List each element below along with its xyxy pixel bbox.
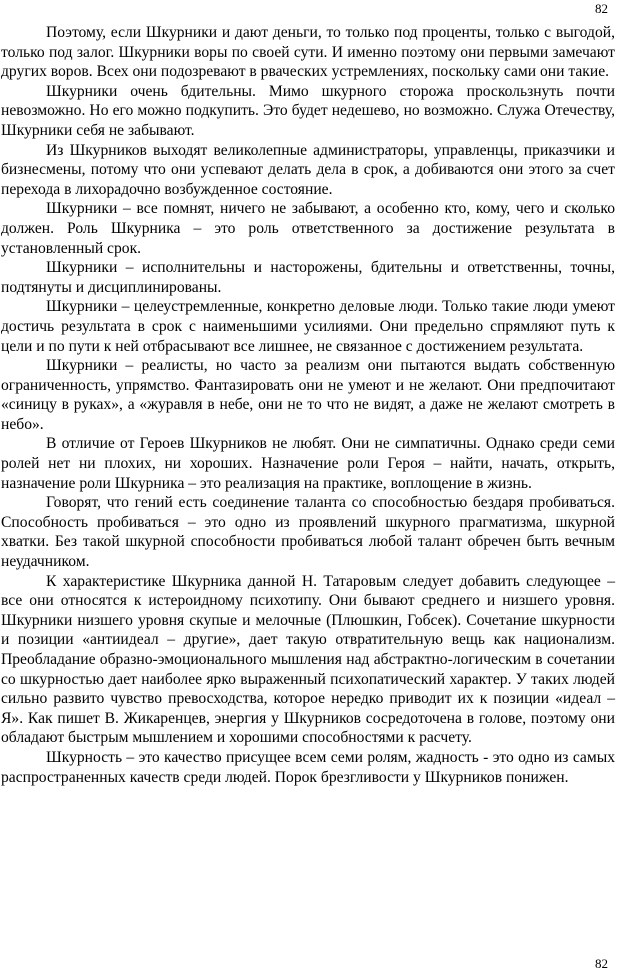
- paragraph: В отличие от Героев Шкурников не любят. Они не симпатичны. Однако среди семи ролей нет ни плохих, ни хороших. Назначение роли Героя – найти, начать, открыть, назначение роли Шкурника – это реализация на практике, воплощение в жизнь.: [1, 435, 615, 492]
- paragraph: Из Шкурников выходят великолепные администраторы, управленцы, приказчики и бизнесмены, потому что они успевают делать дела в срок, а добиваются они этого за счет перехода в лихорадочно возбужденное состояние.: [1, 141, 615, 198]
- page-number-top: 82: [595, 1, 608, 16]
- paragraph: Шкурники – исполнительны и насторожены, бдительны и ответственны, точны, подтянуты и дисциплинированы.: [1, 259, 615, 296]
- paragraph: Шкурники – реалисты, но часто за реализм они пытаются выдать собственную ограниченность, упрямство. Фантазировать они не умеют и не желают. Они предпочитают «синицу в руках», а «журавля в небе, они не то что не видят, а даже не желают смотреть в небо».: [1, 357, 615, 433]
- paragraph: Шкурники – целеустремленные, конкретно деловые люди. Только такие люди умеют достичь результата в срок с наименьшими усилиями. Они предельно спрямляют путь к цели и по пути к ней отбрасывают все лишнее, не связанное с достижением результата.: [1, 298, 615, 355]
- paragraph: Говорят, что гений есть соединение таланта со способностью бездаря пробиваться. Способность пробиваться – это одно из проявлений шкурного прагматизма, шкурной хватки. Без такой шкурной способности пробиваться любой талант обречен быть вечным неудачником.: [1, 494, 615, 571]
- paragraph: К характеристике Шкурника данной Н. Татаровым следует добавить следующее – все они относятся к истероидному психотипу. Они бывают среднего и низшего уровня. Шкурники низшего уровня скупые и мелочные (Плюшкин, Гобсек). Сочетание шкурности и позиции «антиидеал – другие», дает такую отвратительную вещь как национализм. Преобладание образно-эмоционального мышления над абстрактно-логическим в сочетании со шкурностью дает наиболее ярко выраженный психопатический характер. У таких людей сильно развито чувство превосходства, которое нередко приводит их к позиции «идеал – Я». Как пишет В. Жикаренцев, энергия у Шкурников сосредоточена в голове, поэтому они обладают быстрым мышлением и хорошими способностями к расчету.: [1, 572, 615, 747]
- body-text: [1, 23, 615, 787]
- paragraph: Шкурники очень бдительны. Мимо шкурного сторожа проскользнуть почти невозможно. Но его можно подкупить. Это будет недешево, но возможно. Служа Отечеству, Шкурники себя не забывают.: [1, 82, 615, 139]
- paragraph: Шкурники – все помнят, ничего не забывают, а особенно кто, кому, чего и сколько должен. Роль Шкурника – это роль ответственного за достижение результата в установленный срок.: [1, 200, 615, 257]
- page-number-bottom: 82: [595, 956, 608, 971]
- paragraph: Поэтому, если Шкурники и дают деньги, то только под проценты, только с выгодой, только под залог. Шкурники воры по своей сути. И именно поэтому они первыми замечают других воров. Всех они подозревают в рваческих устремлениях, поскольку сами они такие.: [1, 24, 615, 81]
- paragraph: Шкурность – это качество присущее всем семи ролям, жадность - это одно из самых распространенных качеств среди людей. Порок брезгливости у Шкурников понижен.: [1, 748, 615, 786]
